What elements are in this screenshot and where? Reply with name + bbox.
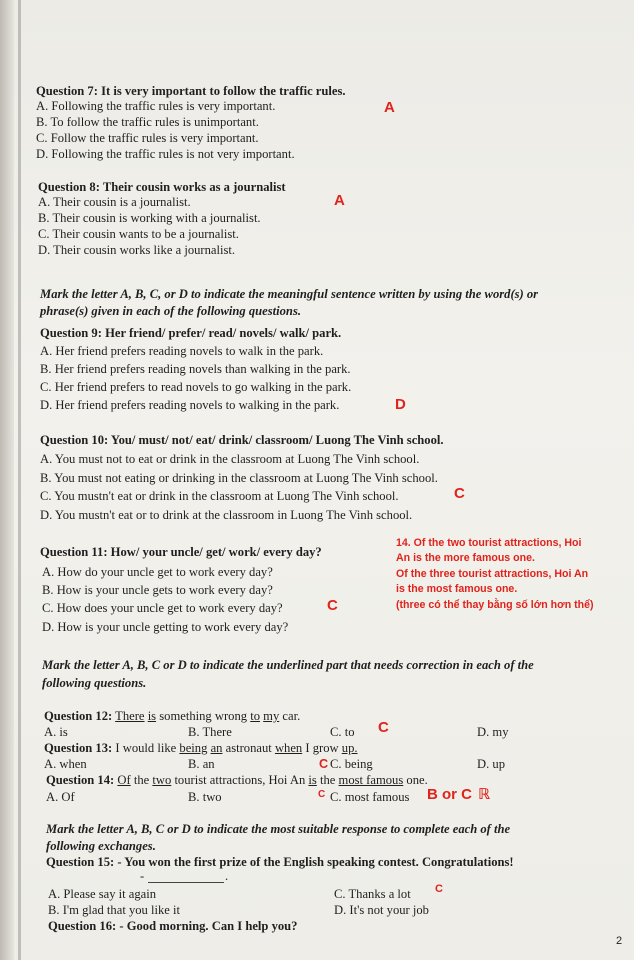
page-edge bbox=[18, 0, 21, 960]
q14-word-the: the bbox=[133, 773, 150, 787]
q11-answer-mark: C bbox=[327, 597, 338, 614]
q13-word-an: an bbox=[210, 741, 223, 755]
q14-sentence bbox=[46, 773, 428, 788]
q7-option-d: D. Following the traffic rules is not very important. bbox=[36, 147, 295, 161]
q10-option-a: A. You must not to eat or drink in the classroom at Luong The Vinh school. bbox=[40, 452, 420, 466]
q10-title: Question 10: You/ must/ not/ eat/ drink/ classroom/ Luong The Vinh school. bbox=[40, 433, 444, 447]
q15-dash: - bbox=[140, 869, 145, 883]
q12-sentence bbox=[44, 709, 300, 724]
q14-option-b: B. two bbox=[188, 790, 222, 804]
q8-title: Question 8: Their cousin works as a journalist bbox=[38, 180, 286, 194]
teacher-note-line5: (three có thể thay bằng số lớn hơn thể) bbox=[396, 599, 594, 611]
q14-word-end: one. bbox=[406, 773, 428, 787]
q12-answer-mark: C bbox=[378, 719, 389, 736]
q11-option-a: A. How do your uncle get to work every day? bbox=[42, 565, 273, 579]
q15-option-c: C. Thanks a lot bbox=[334, 887, 411, 901]
q12-word-to: to bbox=[250, 709, 261, 723]
q10-option-d: D. You mustn't eat or to drink at the classroom in Luong The Vinh school. bbox=[40, 508, 413, 522]
q9-title: Question 9: Her friend/ prefer/ read/ novels/ walk/ park. bbox=[40, 326, 342, 340]
q13-word-plain2: astronaut bbox=[225, 741, 272, 755]
teacher-note-line2: An is the more famous one. bbox=[396, 552, 535, 564]
q14-word-is: is bbox=[308, 773, 317, 787]
q14-label: Question 14: bbox=[46, 773, 115, 787]
q13-option-c: C. being bbox=[330, 757, 373, 771]
q12-option-c: C. to bbox=[330, 725, 355, 739]
q10-option-b: B. You must not eating or drinking in the classroom at Luong The Vinh school. bbox=[40, 471, 438, 485]
q12-word-end: car. bbox=[282, 709, 301, 723]
q10-answer-mark: C bbox=[454, 485, 465, 502]
q12-option-a: A. is bbox=[44, 725, 68, 739]
page-shadow bbox=[0, 0, 14, 960]
section4-instruction-line2: following exchanges. bbox=[46, 839, 156, 853]
q12-word-my: my bbox=[263, 709, 280, 723]
q14-word-the2: the bbox=[319, 773, 336, 787]
q12-word-there: There bbox=[115, 709, 145, 723]
q14-word-of: Of bbox=[117, 773, 131, 787]
q15-period: . bbox=[225, 869, 229, 883]
q14-option-c: C. most famous bbox=[330, 790, 410, 804]
q13-word-plain3: I grow bbox=[305, 741, 339, 755]
q9-answer-mark: D bbox=[395, 396, 406, 413]
q13-sentence bbox=[44, 741, 358, 756]
q10-option-c: C. You mustn't eat or drink in the classroom at Luong The Vinh school. bbox=[40, 489, 399, 503]
q9-option-c: C. Her friend prefers to read novels to go walking in the park. bbox=[40, 380, 352, 394]
section3-instruction-line1: Mark the letter A, B, C or D to indicate the underlined part that needs correction in each of the bbox=[42, 658, 534, 672]
section4-instruction-line1: Mark the letter A, B, C or D to indicate the most suitable response to complete each of the bbox=[46, 822, 511, 836]
teacher-note-line4: is the most famous one. bbox=[396, 583, 518, 595]
section3-instruction-line2: following questions. bbox=[42, 676, 147, 690]
q8-option-a: A. Their cousin is a journalist. bbox=[38, 195, 191, 209]
q12-option-d: D. my bbox=[477, 725, 509, 739]
q15-option-a: A. Please say it again bbox=[48, 887, 157, 901]
q14-word-most-famous: most famous bbox=[338, 773, 404, 787]
q15-answer-mark: C bbox=[435, 883, 443, 895]
q16-title: Question 16: - Good morning. Can I help you? bbox=[48, 919, 298, 933]
q13-label: Question 13: bbox=[44, 741, 113, 755]
q15-option-b: B. I'm glad that you like it bbox=[48, 903, 181, 917]
q13-option-d: D. up bbox=[477, 757, 505, 771]
section2-instruction-line1: Mark the letter A, B, C, or D to indicate the meaningful sentence written by using the word(s) or bbox=[40, 287, 539, 301]
q12-option-b: B. There bbox=[188, 725, 232, 739]
q14-answer-note: B or C bbox=[427, 786, 472, 803]
q12-word-plain: something wrong bbox=[159, 709, 248, 723]
q13-word-plain1: I would like bbox=[115, 741, 177, 755]
q13-word-being: being bbox=[179, 741, 208, 755]
q7-option-b: B. To follow the traffic rules is unimportant. bbox=[36, 115, 259, 129]
q14-answer-mark: C bbox=[318, 789, 326, 800]
q9-option-a: A. Her friend prefers reading novels to walk in the park. bbox=[40, 344, 324, 358]
q7-answer-mark: A bbox=[384, 99, 395, 116]
page-number: 2 bbox=[616, 935, 623, 947]
q11-option-c: C. How does your uncle get to work every day? bbox=[42, 601, 283, 615]
q15-answer-blank bbox=[148, 882, 224, 883]
q13-option-b: B. an bbox=[188, 757, 215, 771]
q7-option-c: C. Follow the traffic rules is very important. bbox=[36, 131, 259, 145]
q7-title: Question 7: It is very important to follow the traffic rules. bbox=[36, 84, 346, 98]
q14-word-plain: tourist attractions, Hoi An bbox=[174, 773, 306, 787]
q14-option-a: A. Of bbox=[46, 790, 75, 804]
q13-word-up: up. bbox=[341, 741, 358, 755]
teacher-note-line1: 14. Of the two tourist attractions, Hoi bbox=[396, 537, 582, 549]
q13-word-when: when bbox=[274, 741, 303, 755]
q15-option-d: D. It's not your job bbox=[334, 903, 429, 917]
q9-option-b: B. Her friend prefers reading novels than walking in the park. bbox=[40, 362, 351, 376]
q13-answer-mark: C bbox=[319, 757, 329, 771]
q8-option-b: B. Their cousin is working with a journalist. bbox=[38, 211, 261, 225]
q9-option-d: D. Her friend prefers reading novels to walking in the park. bbox=[40, 398, 340, 412]
q11-title: Question 11: How/ your uncle/ get/ work/ every day? bbox=[40, 545, 322, 559]
q7-option-a: A. Following the traffic rules is very important. bbox=[36, 99, 276, 113]
q8-option-c: C. Their cousin wants to be a journalist. bbox=[38, 227, 239, 241]
teacher-note-line3: Of the three tourist attractions, Hoi An bbox=[396, 568, 589, 580]
q8-answer-mark: A bbox=[334, 192, 345, 209]
section2-instruction-line2: phrase(s) given in each of the following questions. bbox=[40, 304, 301, 318]
q14-word-two: two bbox=[152, 773, 172, 787]
q11-option-d: D. How is your uncle getting to work every day? bbox=[42, 620, 289, 634]
q12-word-is: is bbox=[147, 709, 157, 723]
q12-label: Question 12: bbox=[44, 709, 113, 723]
q15-title: Question 15: - You won the first prize of the English speaking contest. Congratulations! bbox=[46, 855, 514, 869]
q8-option-d: D. Their cousin works like a journalist. bbox=[38, 243, 236, 257]
q14-answer-tail: ℝ bbox=[478, 786, 491, 803]
q11-option-b: B. How is your uncle gets to work every day? bbox=[42, 583, 273, 597]
q13-option-a: A. when bbox=[44, 757, 87, 771]
